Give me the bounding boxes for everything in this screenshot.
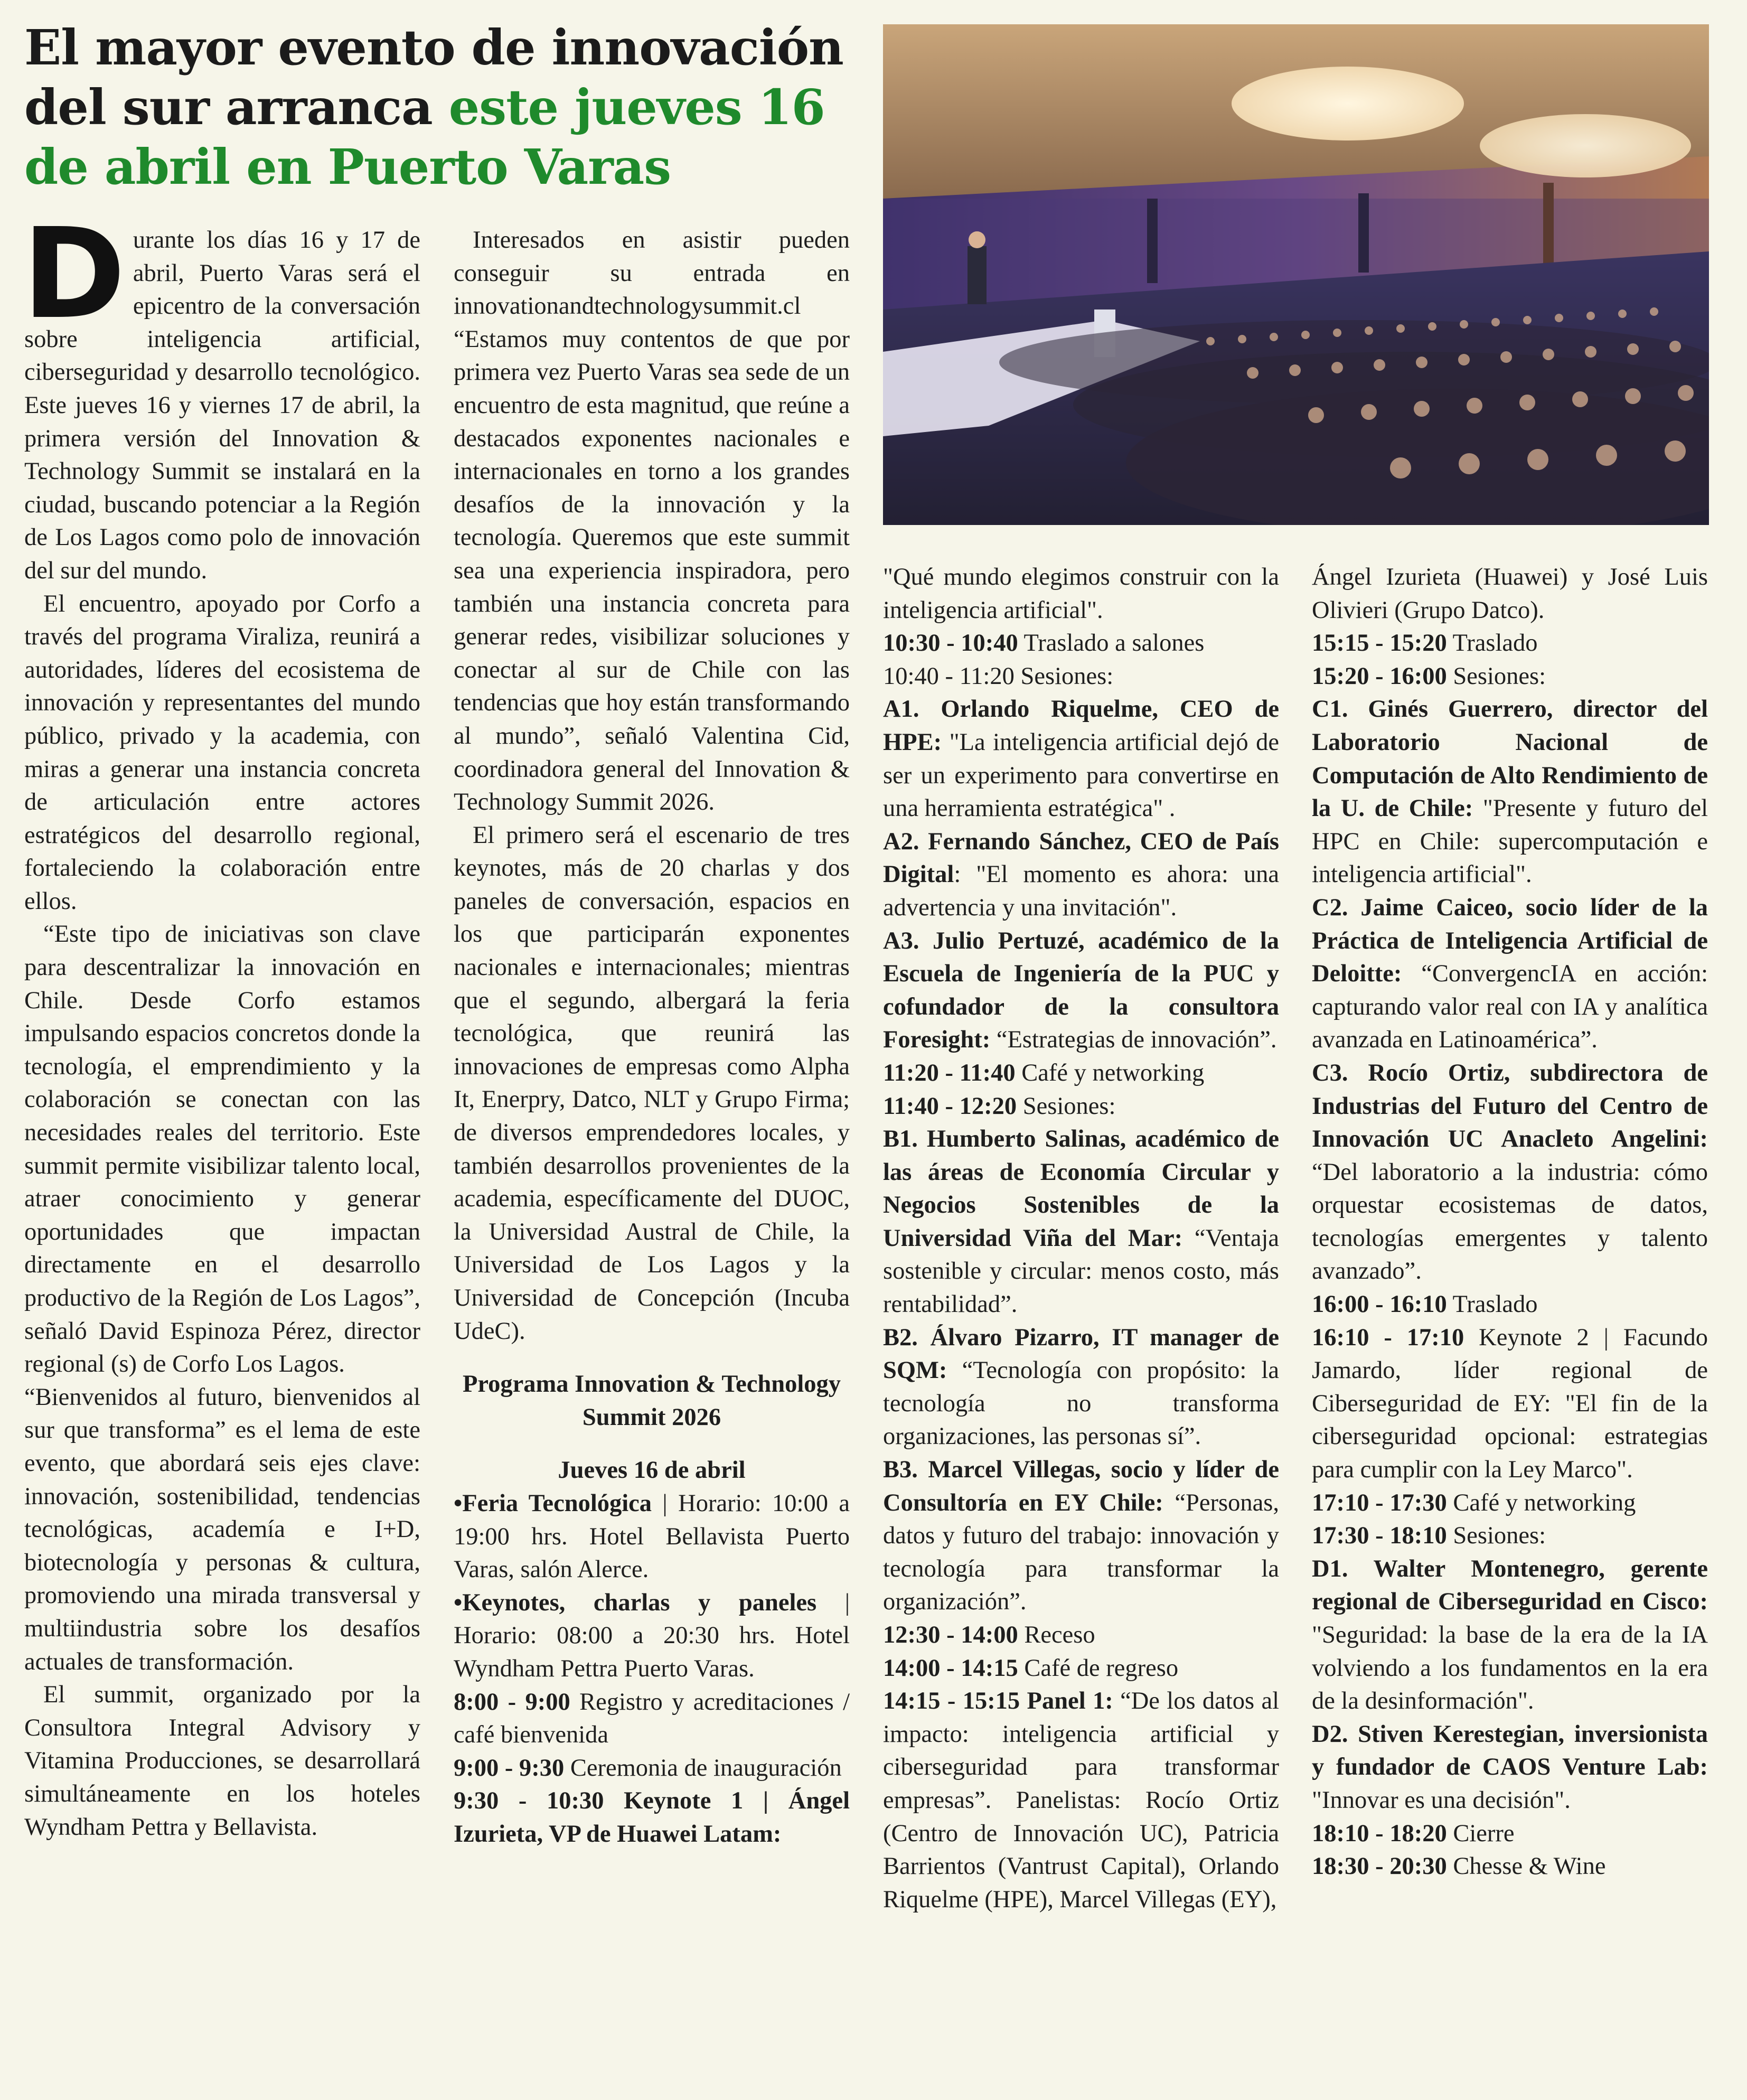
schedule-text: Traslado a salones	[1018, 630, 1205, 657]
session-speaker: D1. Walter Montenegro, gerente regional de Ciberseguridad en Cisco:	[1312, 1555, 1708, 1616]
schedule-text: Sesiones:	[1447, 662, 1546, 690]
session-speaker: D2. Stiven Kerestegian, inversionista y fundador de CAOS Venture Lab:	[1312, 1720, 1708, 1781]
schedule-time: 15:20 - 16:00	[1312, 662, 1447, 690]
session-item	[1312, 1057, 1708, 1288]
spacer	[454, 1434, 850, 1454]
session-speaker: C1. Ginés Guerrero, director del Laboratorio Nacional de Computación de Alto Rendimiento de la U. de Chile:	[1312, 696, 1708, 822]
schedule-item: 9:30 - 10:30 Keynote 1 | Ángel Izurieta, VP de Huawei Latam:	[454, 1787, 850, 1848]
paragraph: “Este tipo de iniciativas son clave para descentralizar la innovación en Chile. Desde Corfo estamos impulsando espacios concretos donde la tecnología, el emprendimiento y la colaboración se conectan con las necesidades reales del territorio. Este summit permite visibilizar talento local, atraer conocimiento y generar oportunidades que impactan directamente en el desarrollo productivo de la Región de Los Lagos”, señaló David Espinoza Pérez, director regional (s) de Corfo Los Lagos.	[24, 921, 420, 1378]
schedule-time: 11:20 - 11:40	[883, 1059, 1016, 1086]
item-label: •Feria Tecnológica	[454, 1489, 652, 1517]
session-title: "Seguridad: la base de la era de la IA volviendo a los fundamentos en la era de la desinformación".	[1312, 1621, 1708, 1715]
schedule-time: 10:30 - 10:40	[883, 630, 1018, 657]
schedule-time: 18:10 - 18:20	[1312, 1820, 1447, 1847]
session-item	[883, 1321, 1279, 1454]
session-speaker: A3. Julio Pertuzé, académico de la Escuela de Ingeniería de la PUC y cofundador de la consultora Foresight:	[883, 927, 1279, 1054]
conference-photo-illustration	[883, 24, 1709, 525]
schedule-item	[454, 1752, 850, 1785]
spacer	[454, 1348, 850, 1368]
schedule-item	[1312, 1288, 1708, 1321]
session-speaker: B2. Álvaro Pizarro, IT manager de SQM:	[883, 1324, 1279, 1384]
session-speaker: A1. Orlando Riquelme, CEO de HPE:	[883, 696, 1279, 756]
schedule-time: 14:00 - 14:15	[883, 1654, 1018, 1682]
paragraph: El primero será el escenario de tres keynotes, más de 20 charlas y dos paneles de conversación, espacios en los que participarán exponentes nacionales e internacionales; mientras que el segundo, albergará la feria tecnológica, que reunirá las innovaciones de empresas como Alpha It, Enerpry, Datco, NLT y Grupo Firma; de diversos emprendedores locales, y también desarrollos provenientes de la academia, específicamente del DUOC, la Universidad Austral de Chile, la Universidad de Los Lagos y la Universidad de Concepción (Incuba UdeC).	[454, 821, 850, 1345]
session-item	[1312, 1718, 1708, 1817]
headline	[24, 18, 864, 197]
session-title: “Del laboratorio a la industria: cómo orquestar ecosistemas de datos, tecnologías emergentes y talento avanzado”.	[1312, 1158, 1708, 1285]
headline-part-1: El mayor evento de innovación del sur arranca	[24, 19, 843, 136]
panel-item	[883, 1685, 1279, 1916]
item-text: | Horario: 08:00 a 20:30 hrs. Hotel Wyndham Pettra Puerto Varas.	[454, 1589, 850, 1682]
keynote-item	[1312, 1321, 1708, 1487]
program-item	[454, 1587, 850, 1686]
schedule-item	[1312, 1487, 1708, 1520]
session-speaker: C3. Rocío Ortiz, subdirectora de Industrias del Futuro del Centro de Innovación UC Anacleto Angelini:	[1312, 1059, 1708, 1153]
keynote-text: Keynote 2 | Facundo Jamardo, líder regional de Ciberseguridad de EY: "El fin de la ciberseguridad opcional: estrategias para cumplir con la Ley Marco".	[1312, 1324, 1708, 1484]
schedule-item	[454, 1686, 850, 1752]
session-speaker: A2. Fernando Sánchez, CEO de País Digital	[883, 828, 1279, 888]
session-item	[883, 1454, 1279, 1619]
session-title: : "El momento es ahora: una advertencia y una invitación".	[883, 861, 1279, 921]
schedule-item	[1312, 1520, 1708, 1553]
session-title: "La inteligencia artificial dejó de ser un experimento para convertirse en una herramienta estratégica" .	[883, 728, 1279, 822]
session-title: “Ventaja sostenible y circular: menos costo, más rentabilidad”.	[883, 1224, 1279, 1318]
schedule-time: 16:00 - 16:10	[1312, 1291, 1447, 1318]
schedule-time: 17:10 - 17:30	[1312, 1489, 1447, 1516]
schedule-time: 16:10 - 17:10	[1312, 1324, 1464, 1351]
session-item	[1312, 1553, 1708, 1718]
conference-photo	[883, 24, 1709, 525]
schedule-text: Receso	[1018, 1621, 1095, 1648]
program-title: Programa Innovation & Technology Summit 2026	[462, 1371, 841, 1431]
schedule-text: Sesiones:	[1447, 1522, 1546, 1550]
session-item	[883, 925, 1279, 1057]
item-label: •Keynotes, charlas y paneles	[454, 1589, 817, 1616]
schedule-text: Chesse & Wine	[1447, 1853, 1606, 1880]
session-title: "Innovar es una decisión".	[1312, 1786, 1571, 1814]
panel-continuation: Ángel Izurieta (Huawei) y José Luis Olivieri (Grupo Datco).	[1312, 564, 1708, 624]
schedule-text: "Qué mundo elegimos construir con la inteligencia artificial".	[883, 564, 1279, 624]
drop-cap: D	[22, 201, 126, 346]
column-1	[22, 201, 420, 1844]
schedule-item	[1312, 627, 1708, 660]
schedule-item	[1312, 660, 1708, 693]
schedule-text: Café de regreso	[1018, 1654, 1179, 1682]
schedule-time: 11:40 - 12:20	[883, 1092, 1017, 1120]
schedule-item	[1312, 1850, 1708, 1883]
paragraph: El summit, organizado por la Consultora Integral Advisory y Vitamina Producciones, se desarrollará simultáneamente en los hoteles Wyndham Pettra y Bellavista.	[24, 1681, 420, 1841]
panel-text: “De los datos al impacto: inteligencia artificial y ciberseguridad para transformar empresas”. Panelistas: Rocío Ortiz (Centro de Innovación UC), Patricia Barrientos (Vantrust Capital), Orlando Riquelme (HPE), Marcel Villegas (EY),	[883, 1687, 1279, 1913]
schedule-time: 8:00 - 9:00	[454, 1688, 570, 1715]
session-title: “Personas, datos y futuro del trabajo: innovación y tecnología para transformar la organización”.	[883, 1489, 1279, 1616]
session-item	[883, 826, 1279, 925]
session-title: “ConvergencIA en acción: capturando valor real con IA y analítica avanzada en Latinoamérica”.	[1312, 960, 1708, 1054]
session-item	[1312, 693, 1708, 892]
column-2	[454, 224, 850, 1851]
schedule-item	[1312, 1817, 1708, 1851]
session-title: “Tecnología con propósito: la tecnología no transforma organizaciones, las personas sí”.	[883, 1357, 1279, 1450]
schedule-item	[883, 1057, 1279, 1090]
schedule-item	[883, 1652, 1279, 1685]
program-item	[454, 1487, 850, 1587]
schedule-text: Traslado	[1447, 630, 1538, 657]
schedule-time: 17:30 - 18:10	[1312, 1522, 1447, 1550]
session-speaker: B3. Marcel Villegas, socio y líder de Consultoría en EY Chile:	[883, 1456, 1279, 1516]
schedule-text: Sesiones:	[1017, 1092, 1116, 1120]
schedule-time: 12:30 - 14:00	[883, 1621, 1018, 1648]
schedule-text: Café y networking	[1447, 1489, 1636, 1516]
schedule-time: 15:15 - 15:20	[1312, 630, 1447, 657]
quote-paragraph: “Estamos muy contentos de que por primera vez Puerto Varas sea sede de un encuentro de esta magnitud, que reúne a destacados exponentes nacionales e internacionales en torno a los grandes desafíos de la innovación y la tecnología. Queremos que este summit sea una experiencia inspiradora, pero también una instancia concreta para generar redes, visibilizar soluciones y conectar al sur de Chile con las tendencias que hoy están transformando al mundo”, señaló Valentina Cid, coordinadora general del Innovation & Technology Summit 2026.	[454, 325, 850, 816]
session-speaker: C2. Jaime Caiceo, socio líder de la Práctica de Inteligencia Artificial de Deloitte:	[1312, 894, 1708, 988]
session-title: “Estrategias de innovación”.	[990, 1026, 1277, 1054]
schedule-item	[883, 1090, 1279, 1123]
schedule-text: Café y networking	[1015, 1059, 1205, 1086]
session-item	[883, 693, 1279, 825]
session-item	[883, 1123, 1279, 1321]
intro-text: urante los días 16 y 17 de abril, Puerto Varas será el epicentro de la conversación sobre inteligencia artificial, ciberseguridad y desarrollo tecnológico. Este jueves 16 y viernes 17 de abril, la primera versión del Innovation & Technology Summit se instalará en la ciudad, buscando potenciar a la Región de Los Lagos como polo de innovación del sur del mundo.	[24, 227, 420, 584]
schedule-item	[883, 627, 1279, 660]
panel-label: 14:15 - 15:15 Panel 1:	[883, 1687, 1113, 1715]
schedule-text: Cierre	[1447, 1820, 1515, 1847]
column-4	[1312, 561, 1708, 1883]
schedule-item	[883, 1619, 1279, 1652]
schedule-text: Registro y acreditaciones / café bienvenida	[454, 1688, 850, 1749]
day-title: Jueves 16 de abril	[558, 1457, 746, 1484]
schedule-text: Ceremonia de inauguración	[564, 1754, 842, 1782]
schedule-item: 10:40 - 11:20 Sesiones:	[883, 662, 1114, 690]
column-3	[883, 561, 1279, 1916]
paragraph: Interesados en asistir pueden conseguir su entrada en innovationandtechnologysummit.cl	[454, 227, 850, 320]
intro-paragraph	[22, 201, 420, 588]
headline-part-2-green: este jueves 16 de abril en Puerto Varas	[24, 79, 825, 195]
schedule-time: 9:00 - 9:30	[454, 1754, 565, 1782]
item-text: | Horario: 10:00 a 19:00 hrs. Hotel Bellavista Puerto Varas, salón Alerce.	[454, 1489, 850, 1583]
session-speaker: B1. Humberto Salinas, académico de las áreas de Economía Circular y Negocios Sostenibles de la Universidad Viña del Mar:	[883, 1126, 1279, 1252]
schedule-text: Traslado	[1447, 1291, 1538, 1318]
paragraph: El encuentro, apoyado por Corfo a través del programa Viraliza, reunirá a autoridades, líderes del ecosistema de innovación y representantes del mundo público, privado y la academia, con miras a generar una instancia concreta de articulación entre actores estratégicos del desarrollo regional, fortaleciendo la colaboración entre ellos.	[24, 590, 420, 915]
schedule-time: 18:30 - 20:30	[1312, 1853, 1447, 1880]
paragraph: “Bienvenidos al futuro, bienvenidos al sur que transforma” es el lema de este evento, que abordará seis ejes clave: innovación, sostenibilidad, tendencias tecnológicas, academía e I+D, biotecnología y personas & cultura, promoviendo una mirada transversal y multiindustria sobre los desafíos actuales de transformación.	[24, 1383, 420, 1675]
session-item	[1312, 892, 1708, 1057]
session-title: "Presente y futuro del HPC en Chile: supercomputación e inteligencia artificial".	[1312, 795, 1708, 888]
